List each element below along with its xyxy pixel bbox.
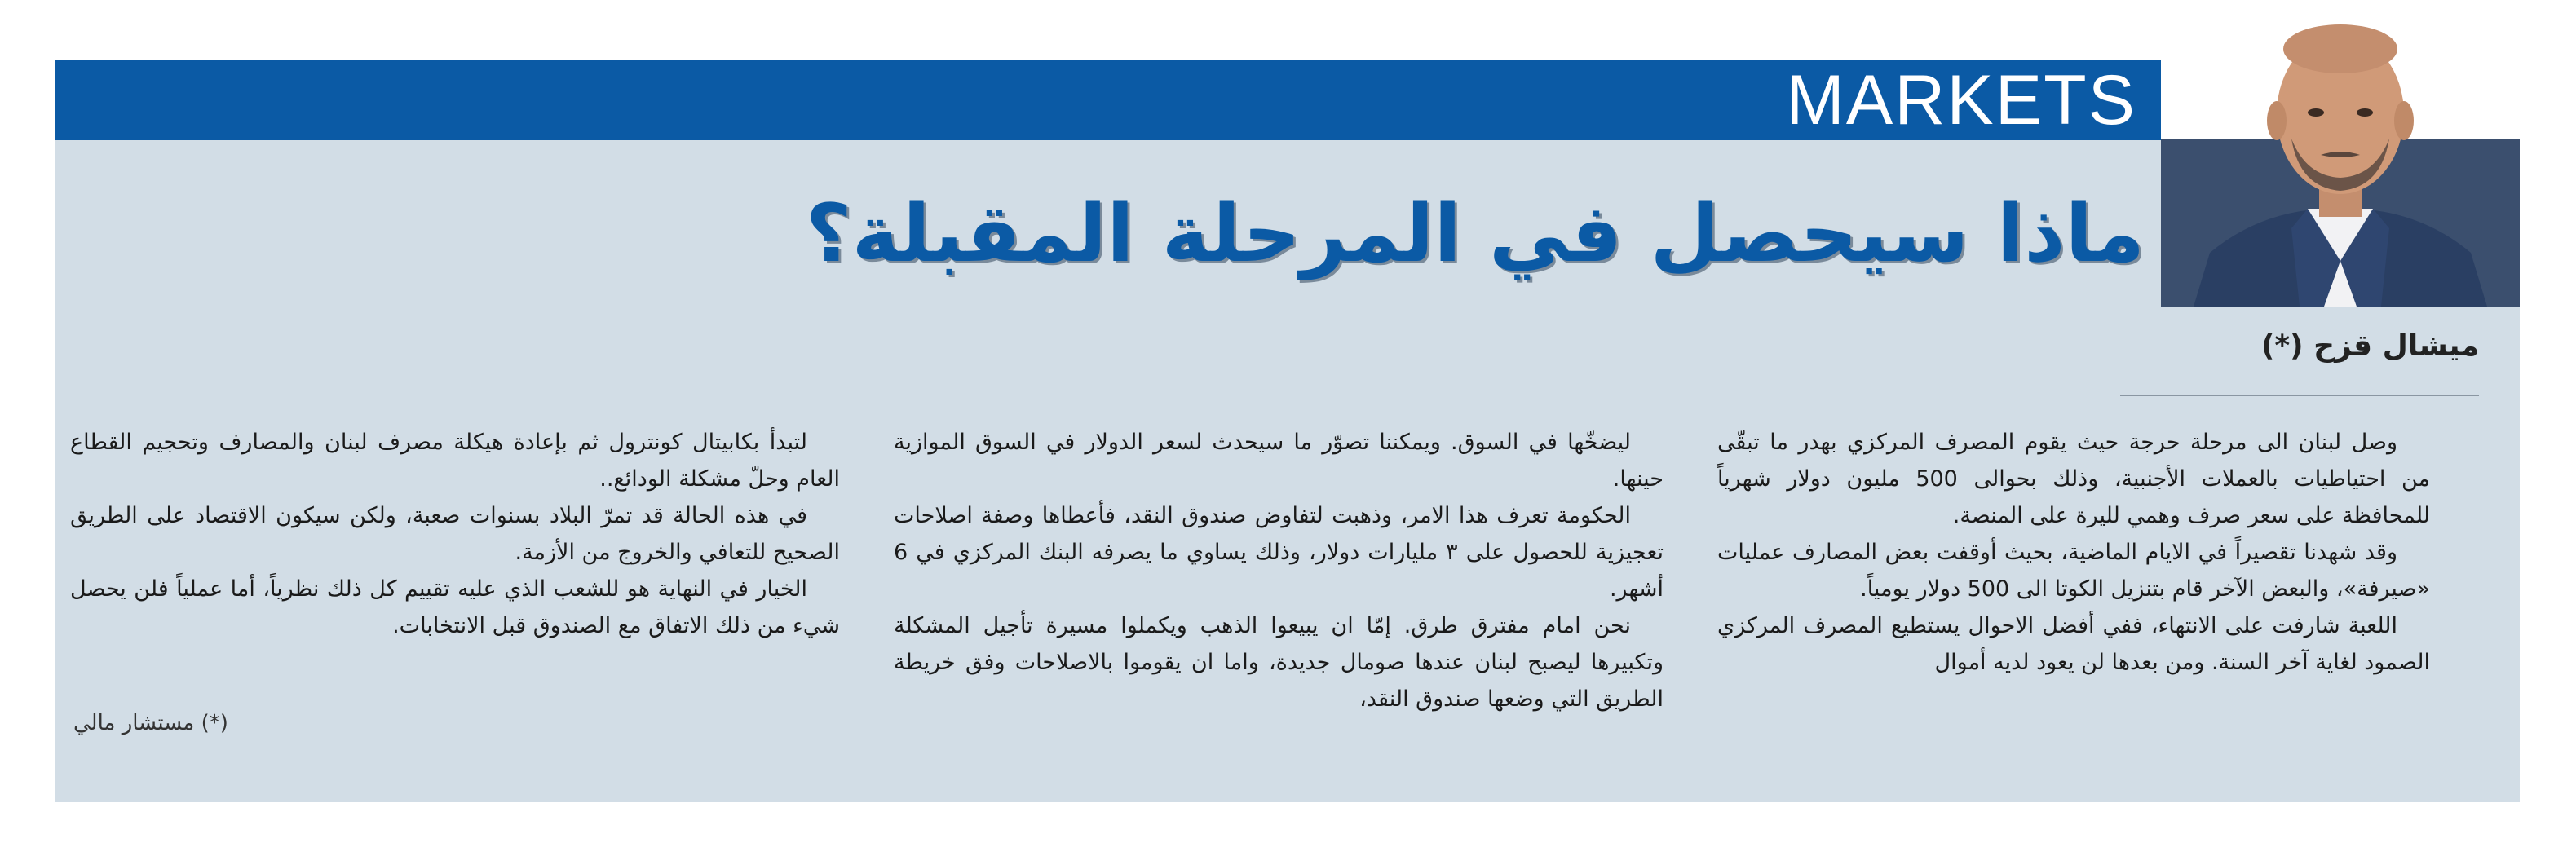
article-column-2 (894, 424, 1664, 717)
author-footnote: (*) مستشار مالي (73, 711, 228, 735)
article-column-1 (1717, 424, 2430, 681)
column-3-paragraph-1: لتبدأ بكابيتال كونترول ثم بإعادة هيكلة مصرف لبنان والمصارف وتحجيم القطاع العام وحلّ مشكلة الودائع.. (70, 430, 840, 492)
article-column-3 (70, 424, 840, 644)
column-1-paragraph-2: وقد شهدنا تقصيراً في الايام الماضية، بحيث أوقفت بعض المصارف عمليات «صيرفة»، والبعض الآخر قام بتنزيل الكوتا الى 500 دولار يومياً. (1717, 540, 2430, 602)
column-1-paragraph-1: وصل لبنان الى مرحلة حرجة حيث يقوم المصرف المركزي بهدر ما تبقّى من احتياطيات بالعملات الأجنبية، وذلك بحوالى 500 مليون دولار شهرياً للمحافظة على سعر صرف وهمي لليرة على المنصة. (1717, 430, 2430, 528)
column-1-paragraph-3: اللعبة شارفت على الانتهاء، ففي أفضل الاحوال يستطيع المصرف المركزي الصمود لغاية آخر السنة. ومن بعدها لن يعود لديه أموال (1717, 613, 2430, 675)
section-label: MARKETS (1786, 61, 2136, 139)
byline-divider (2120, 395, 2479, 396)
author-byline: ميشال قزح (*) (2260, 329, 2479, 363)
section-banner (55, 60, 2520, 140)
column-2-paragraph-3: نحن امام مفترق طرق. إمّا ان يبيعوا الذهب ويكملوا مسيرة تأجيل المشكلة وتكبيرها ليصبح لبنان عندها صومال جديدة، واما ان يقوموا بالاصلاحات وفق خريطة الطريق التي وضعها صندوق النقد، (894, 613, 1664, 712)
article-headline: ماذا سيحصل في المرحلة المقبلة؟ (805, 188, 2145, 280)
author-photo (2161, 16, 2520, 307)
column-2-paragraph-1: ليضخّها في السوق. ويمكننا تصوّر ما سيحدث لسعر الدولار في السوق الموازية حينها. (894, 430, 1664, 492)
column-3-paragraph-3: الخيار في النهاية هو للشعب الذي عليه تقييم كل ذلك نظرياً، أما عملياً فلن يحصل شيء من ذلك الاتفاق مع الصندوق قبل الانتخابات. (70, 576, 840, 638)
column-3-paragraph-2: في هذه الحالة قد تمرّ البلاد بسنوات صعبة، ولكن سيكون الاقتصاد على الطريق الصحيح للتعافي والخروج من الأزمة. (70, 503, 840, 565)
column-2-paragraph-2: الحكومة تعرف هذا الامر، وذهبت لتفاوض صندوق النقد، فأعطاها وصفة اصلاحات تعجيزية للحصول على ٣ مليارات دولار، وذلك يساوي ما يصرفه البنك المركزي في 6 أشهر. (894, 503, 1664, 602)
